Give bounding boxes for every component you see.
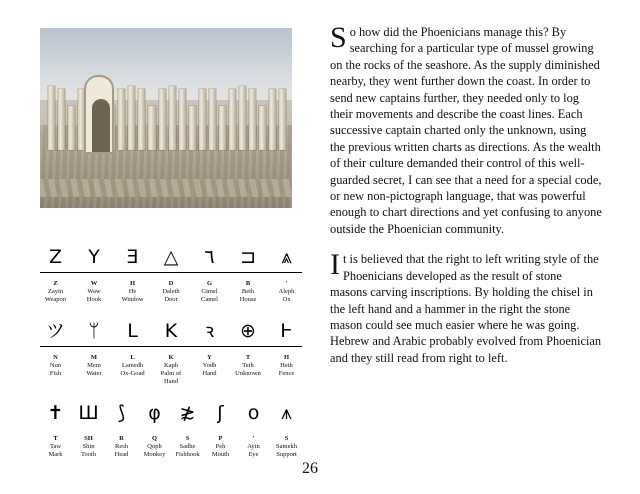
alphabet-cell <box>40 400 71 426</box>
alphabet-cell <box>233 244 264 270</box>
letter-meaning: Mouth <box>211 451 230 458</box>
photo-arch <box>84 75 114 154</box>
letter-value: SH <box>84 435 93 442</box>
letter-meaning: Window <box>121 296 144 303</box>
alphabet-label <box>172 434 203 459</box>
page-number: 26 <box>302 460 318 477</box>
phoenician-glyph: ⊕ <box>240 320 256 342</box>
letter-name: Yodh <box>202 362 217 369</box>
letter-value: ' <box>285 280 288 287</box>
letter-value: H <box>129 280 136 287</box>
letter-meaning: Unknown <box>235 370 261 377</box>
alphabet-cell <box>156 318 187 344</box>
letter-name: Daleth <box>162 288 180 295</box>
alphabet-row <box>40 244 302 273</box>
letter-name: Samekh <box>276 443 297 450</box>
letter-meaning: Fish <box>49 370 62 377</box>
phoenician-glyph: ⊐ <box>240 246 256 268</box>
paragraph-one-text: o how did the Phoenicians manage this? By searching for a particular type of mussel growing on the rocks of the seashore. As the supply diminished nearby, they went further down the coast. In order to send new captains further, they needed only to log their movements and describe the coast lines. Each successive captain charted only the unknown, using the previous written charts as directions. As the wealth of their culture demanded their control of this well-guarded secret, I can see that a need for a special code, or new non-pictograph language, that was powerful enough to chart directions and yet confusing to anyone outside the Phoenician community. <box>330 25 602 236</box>
letter-name: Zayin <box>47 288 64 295</box>
alphabet-cell <box>73 400 104 426</box>
alphabet-label <box>40 434 71 459</box>
letter-meaning: Fence <box>278 370 295 377</box>
phoenician-glyph: Ǝ <box>126 246 139 268</box>
alphabet-label <box>79 353 110 386</box>
letter-meaning: Fishhook <box>175 451 200 458</box>
letter-meaning: House <box>239 296 257 303</box>
phoenician-glyph: ⩓ <box>281 246 292 268</box>
page-number-wrapper <box>270 460 350 478</box>
letter-meaning: Tooth <box>80 451 97 458</box>
alphabet-cell <box>139 400 170 426</box>
alphabet-label <box>139 434 170 459</box>
alphabet-label <box>79 279 110 304</box>
alphabet-cell <box>117 244 148 270</box>
letter-value: K <box>168 354 174 361</box>
alphabet-label <box>271 279 302 304</box>
alphabet-cell <box>40 318 71 344</box>
letter-name: Aleph <box>278 288 295 295</box>
paragraph-two <box>330 248 602 366</box>
alphabet-cell <box>271 400 302 426</box>
phoenician-glyph: Y <box>88 246 100 268</box>
alphabet-cell <box>194 318 225 344</box>
alphabet-cell <box>205 400 236 426</box>
drop-cap: I <box>330 248 340 282</box>
letter-meaning: Camel <box>201 296 218 303</box>
alphabet-cell <box>79 244 110 270</box>
left-column <box>40 28 310 473</box>
phoenician-glyph: ʃ <box>217 402 224 424</box>
phoenician-alphabet-table <box>40 244 302 459</box>
letter-name: Sadhe <box>179 443 196 450</box>
letter-name: Mem <box>87 362 101 369</box>
letter-name: Taw <box>49 443 62 450</box>
alphabet-label <box>40 353 71 386</box>
letter-value: M <box>90 354 98 361</box>
phoenician-glyph: L <box>127 320 138 342</box>
letter-meaning: Hook <box>86 296 102 303</box>
phoenician-glyph: Z <box>48 246 63 268</box>
paragraph-one <box>330 21 602 237</box>
letter-value: S <box>284 435 289 442</box>
body-text-column <box>330 21 602 380</box>
phoenician-glyph: ≵ <box>179 402 196 424</box>
letter-value: P <box>218 435 223 442</box>
phoenician-glyph: o <box>247 402 260 424</box>
phoenician-glyph: ꝛ <box>204 320 214 342</box>
alphabet-label <box>156 279 187 304</box>
letter-value: Y <box>207 354 212 361</box>
alphabet-label <box>106 434 137 459</box>
letter-value: D <box>168 280 174 287</box>
letter-name: Lamedh <box>121 362 144 369</box>
alphabet-cell <box>172 400 203 426</box>
phoenician-glyph: ✝ <box>47 402 64 424</box>
letter-value: G <box>206 280 213 287</box>
alphabet-label <box>117 353 148 386</box>
drop-cap: S <box>330 21 347 54</box>
paragraph-two-text: t is believed that the right to left writing style of the Phoenicians developed as the result of stone masons carving inscriptions. By holding the chisel in the left hand and a hammer in the right the stone mason could see much easier where he was going. Hebrew and Arabic probably evolved from Phoenician and they still read from right to left. <box>330 252 602 365</box>
phoenician-glyph: ツ <box>45 320 65 342</box>
alphabet-label <box>271 434 302 459</box>
letter-meaning: Palm of Hand <box>160 370 182 385</box>
letter-value: T <box>53 435 58 442</box>
letter-name: Heth <box>280 362 293 369</box>
alphabet-label <box>205 434 236 459</box>
alphabet-label <box>233 353 264 386</box>
alphabet-label <box>194 279 225 304</box>
phoenician-glyph: ⩚ <box>281 402 292 424</box>
letter-value: S <box>185 435 190 442</box>
letter-meaning: Door <box>164 296 178 303</box>
phoenician-glyph: φ <box>148 402 161 424</box>
alphabet-cell <box>117 318 148 344</box>
letter-name: Teth <box>242 362 254 369</box>
letter-name: Nun <box>49 362 62 369</box>
letter-name: Shin <box>82 443 95 450</box>
letter-meaning: Water <box>86 370 102 377</box>
alphabet-cell <box>79 318 110 344</box>
letter-value: H <box>283 354 290 361</box>
phoenician-glyph: K <box>164 320 178 342</box>
ruins-photograph <box>40 28 292 208</box>
phoenician-glyph: △ <box>163 246 179 268</box>
letter-value: B <box>245 280 251 287</box>
letter-value: Q <box>151 435 158 442</box>
alphabet-label <box>238 434 269 459</box>
alphabet-cell <box>271 244 302 270</box>
letter-name: Waw <box>87 288 101 295</box>
photo-rubble <box>40 179 292 197</box>
letter-name: Gimel <box>201 288 218 295</box>
alphabet-cell <box>233 318 264 344</box>
alphabet-label <box>117 279 148 304</box>
letter-value: T <box>245 354 251 361</box>
letter-value: ' <box>252 435 255 442</box>
alphabet-cell <box>106 400 137 426</box>
letter-meaning: Hand <box>202 370 217 377</box>
phoenician-glyph: ٦ <box>204 246 215 268</box>
letter-name: Qoph <box>147 443 162 450</box>
letter-name: Resh <box>115 443 128 450</box>
letter-meaning: Support <box>276 451 297 458</box>
alphabet-cell <box>40 244 71 270</box>
alphabet-label <box>233 279 264 304</box>
alphabet-label <box>40 279 71 304</box>
alphabet-label <box>73 434 104 459</box>
letter-meaning: Weapon <box>44 296 67 303</box>
alphabet-label <box>194 353 225 386</box>
letter-meaning: Ox <box>282 296 291 303</box>
alphabet-label <box>271 353 302 386</box>
letter-name: He <box>128 288 137 295</box>
letter-value: W <box>90 280 98 287</box>
alphabet-labels-row <box>40 353 302 386</box>
letter-meaning: Head <box>114 451 129 458</box>
alphabet-cell <box>194 244 225 270</box>
letter-name: Peh <box>215 443 226 450</box>
phoenician-glyph: Ш <box>78 402 99 424</box>
alphabet-label <box>156 353 187 386</box>
alphabet-labels-row <box>40 279 302 304</box>
alphabet-labels-row <box>40 434 302 459</box>
alphabet-cell <box>238 400 269 426</box>
phoenician-glyph: Ⱶ <box>280 320 293 342</box>
letter-meaning: Ox-Goad <box>120 370 145 377</box>
alphabet-cell <box>271 318 302 344</box>
alphabet-cell <box>156 244 187 270</box>
phoenician-glyph: ⟆ <box>117 402 126 424</box>
letter-meaning: Monkey <box>143 451 166 458</box>
letter-meaning: Mark <box>48 451 63 458</box>
letter-value: R <box>119 435 124 442</box>
letter-meaning: Eye <box>248 451 259 458</box>
letter-name: Kaph <box>163 362 179 369</box>
phoenician-glyph: ᛘ <box>88 320 100 342</box>
letter-name: Ayin <box>247 443 260 450</box>
alphabet-row <box>40 318 302 347</box>
letter-value: N <box>53 354 58 361</box>
letter-value: Z <box>53 280 58 287</box>
letter-value: L <box>130 354 135 361</box>
alphabet-row <box>40 400 302 428</box>
letter-name: Beth <box>241 288 255 295</box>
